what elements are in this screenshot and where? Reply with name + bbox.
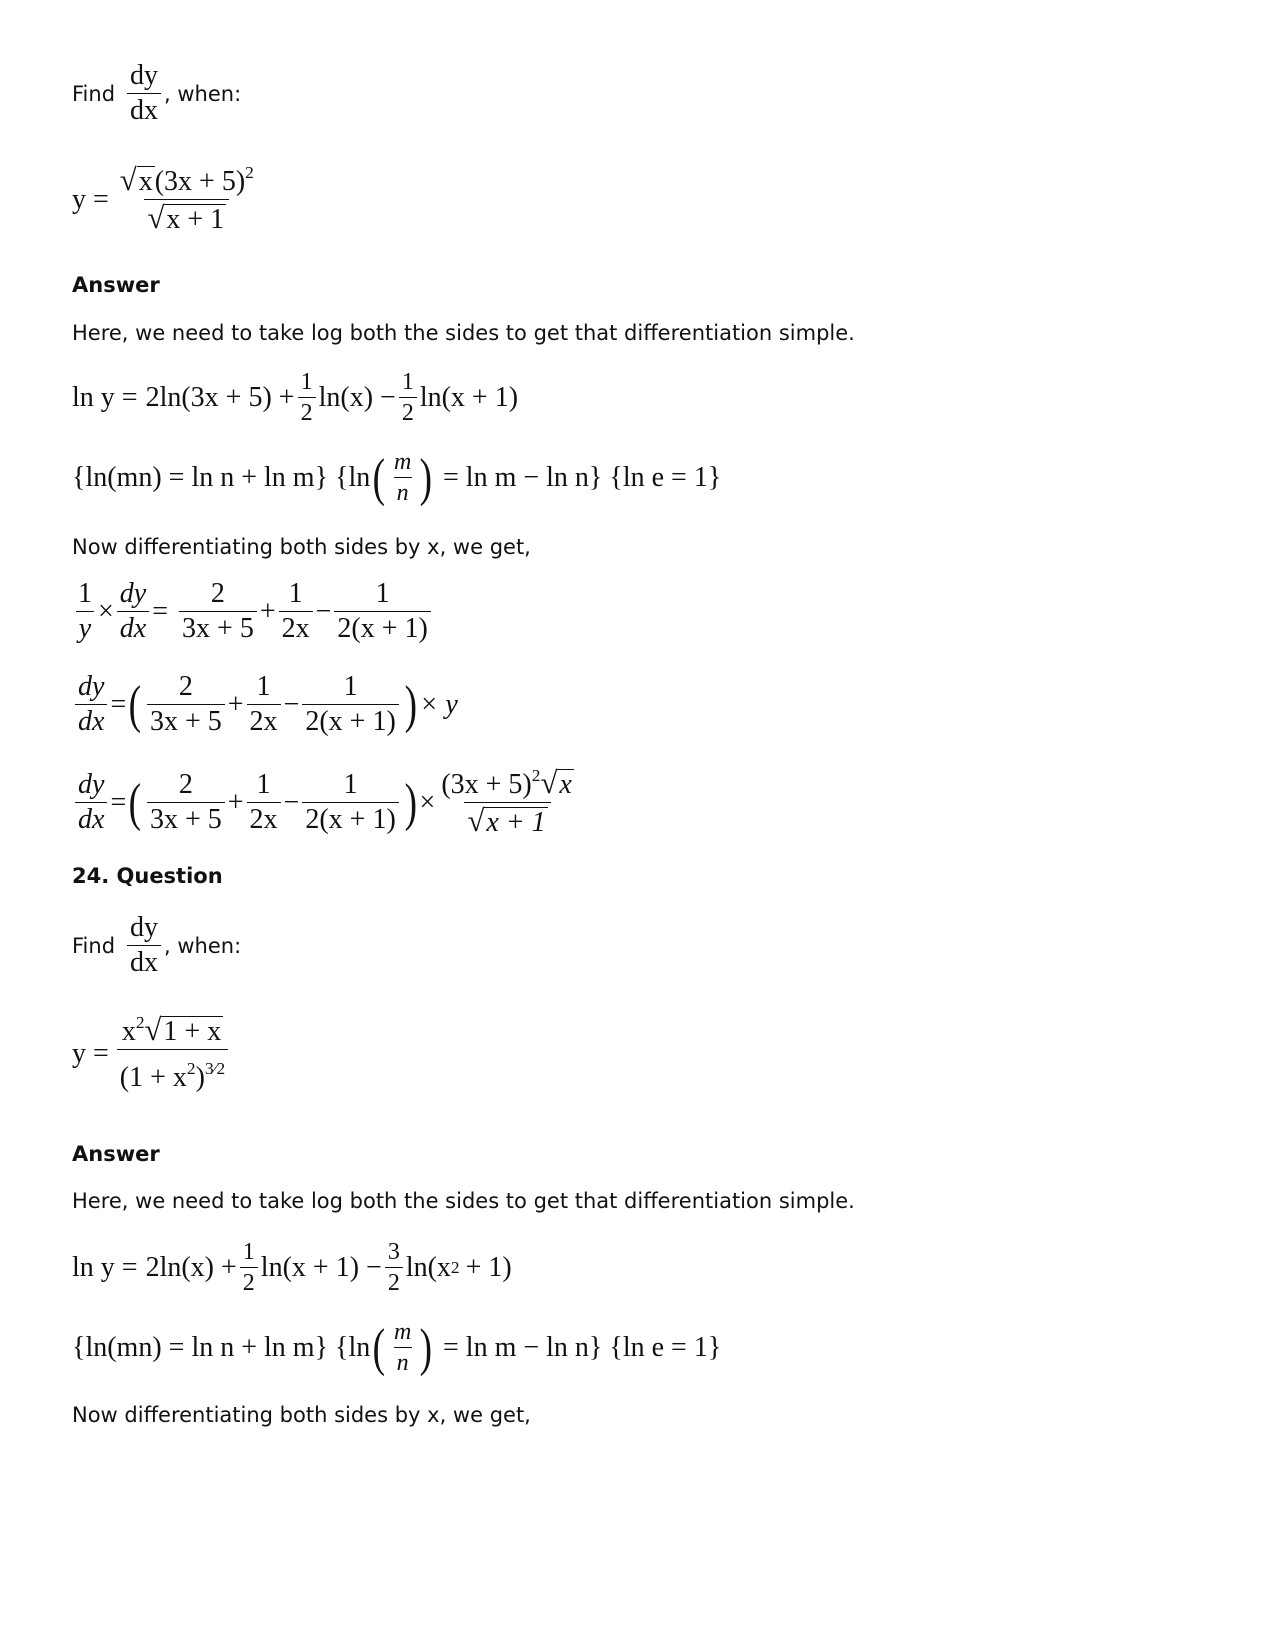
q23-find-line: [72, 62, 241, 125]
q23-intro-text: Here, we need to take log both the sides to get that differentiation simple.: [72, 321, 855, 345]
when-label: , when:: [164, 933, 242, 958]
q24-heading: 24. Question: [72, 864, 223, 888]
q23-function: y = √ x $(3x + 5)^2$ √ x + 1: [72, 165, 260, 234]
q24-log-rules: {ln(mn) = ln n + ln m} {ln ( $\frac{m}{n}$ ) = ln m − ln n} {ln e = 1}: [72, 1317, 722, 1377]
q24-find-line: [72, 914, 241, 977]
find-label: Find: [72, 933, 116, 958]
find-label: Find: [72, 81, 116, 106]
dy-dx-fraction: $\frac{dy}{dx}$: [75, 673, 107, 736]
q23-derivative-step-1: $\frac{1}{y}$ × $\frac{dy}{dx}$ = $\frac{2}{3x + 5}$ + $\frac{1}{2x}$ − $\frac{1}{2(x + 1)}$: [72, 580, 434, 643]
q23-differentiating-text: Now differentiating both sides by x, we get,: [72, 535, 531, 559]
q24-differentiating-text: Now differentiating both sides by x, we get,: [72, 1403, 531, 1427]
result-fraction: $(3x + 5)^2$ √ x √ x + 1: [441, 765, 572, 838]
half-fraction: $\frac{1}{2}$: [298, 370, 316, 425]
q23-derivative-step-3: $\frac{dy}{dx}$ = ( $\frac{2}{3x + 5}$ + $\frac{1}{2x}$ − $\frac{1}{2(x + 1)}$ ) × $(3x + 5)^2$ √ x √ x + 1: [72, 768, 580, 837]
q24-answer-heading: Answer: [72, 1142, 160, 1166]
q24-function: y = $x^2$ √ 1 + x $(1 + x^2)^{3⁄2}$: [72, 1015, 231, 1092]
half-fraction: $\frac{1}{2}$: [399, 370, 417, 425]
q23-function-fraction: √ x $(3x + 5)^2$ √ x + 1: [119, 162, 254, 235]
dy-dx-fraction: $\frac{dy}{dx}$: [75, 771, 107, 834]
m-over-n-fraction: $\frac{m}{n}$: [393, 449, 412, 506]
q23-log-rules: {ln(mn) = ln n + ln m} {ln ( $\frac{m}{n}$ ) = ln m − ln n} {ln e = 1}: [72, 447, 722, 507]
sqrt-x: √ x: [119, 163, 153, 197]
dy-dx-fraction: $\frac{dy}{dx}$: [127, 914, 161, 977]
q24-log-equation: ln y = 2ln(x) + $\frac{1}{2}$ ln(x + 1) − $\frac{3}{2}$ ln(x 2 + 1): [72, 1239, 512, 1296]
q24-function-fraction: $x^2$ √ 1 + x $(1 + x^2)^{3⁄2}$: [117, 1015, 228, 1092]
q23-derivative-step-2: $\frac{dy}{dx}$ = ( $\frac{2}{3x + 5}$ + $\frac{1}{2x}$ − $\frac{1}{2(x + 1)}$ ) × y: [72, 673, 458, 736]
q23-log-equation: ln y = 2ln(3x + 5) + $\frac{1}{2}$ ln(x) − $\frac{1}{2}$ ln(x + 1): [72, 369, 519, 426]
dy-dx-fraction: $\frac{dy}{dx}$: [127, 62, 161, 125]
one-over-y: $\frac{1}{y}$: [75, 580, 95, 643]
q24-intro-text: Here, we need to take log both the sides to get that differentiation simple.: [72, 1189, 855, 1213]
when-label: , when:: [164, 81, 242, 106]
sqrt-x-plus-1: √ x + 1: [147, 201, 225, 235]
dy-dx-fraction: $\frac{dy}{dx}$: [117, 580, 149, 643]
q23-answer-heading: Answer: [72, 273, 160, 297]
